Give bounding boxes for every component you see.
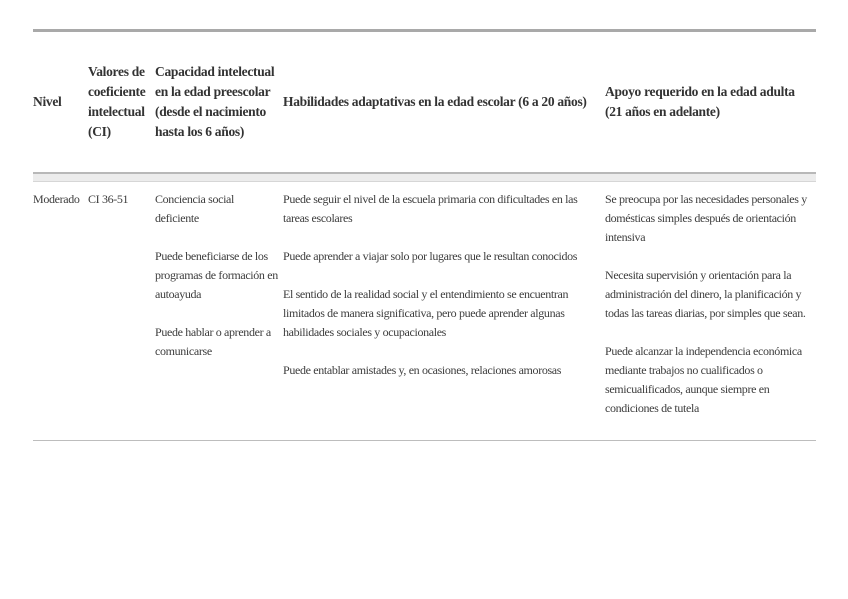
header-preescolar: Capacidad intelectual en la edad preescolar (desde el nacimiento hasta los 6 años) — [155, 64, 275, 139]
cell-nivel: Moderado — [33, 192, 80, 206]
preescolar-item: Puede hablar o aprender a comunicarse — [155, 325, 271, 358]
cell-ci: CI 36-51 — [88, 192, 129, 206]
cell-adulta — [605, 182, 816, 441]
header-separator — [33, 173, 816, 182]
header-adulta: Apoyo requerido en la edad adulta (21 años en adelante) — [605, 84, 795, 119]
header-nivel: Nivel — [33, 94, 62, 109]
preescolar-item: Puede beneficiarse de los programas de formación en autoayuda — [155, 249, 278, 301]
table-bottom-rule — [33, 441, 816, 472]
preescolar-item: Conciencia social deficiente — [155, 192, 235, 225]
adulta-item: Necesita supervisión y orientación para la administración del dinero, la planificación y todas las tareas diarias, por simples que sean. — [605, 268, 806, 320]
cell-escolar — [283, 182, 605, 441]
table-row — [33, 182, 816, 441]
header-escolar: Habilidades adaptativas en la edad escolar (6 a 20 años) — [283, 94, 587, 109]
adulta-item: Se preocupa por las necesidades personales y domésticas simples después de orientación intensiva — [605, 192, 807, 244]
escolar-item: El sentido de la realidad social y el entendimiento se encuentran limitados de manera significativa, pero puede aprender algunas habilidades sociales y ocupacionales — [283, 287, 569, 339]
escolar-item: Puede aprender a viajar solo por lugares que le resultan conocidos — [283, 249, 578, 263]
cell-preescolar — [155, 182, 283, 441]
escolar-item: Puede entablar amistades y, en ocasiones, relaciones amorosas — [283, 363, 562, 377]
data-table — [33, 32, 816, 471]
adulta-item: Puede alcanzar la independencia económica mediante trabajos no cualificados o semicualificados, aunque siempre en condiciones de tutela — [605, 344, 802, 415]
escolar-item: Puede seguir el nivel de la escuela primaria con dificultades en las tareas escolares — [283, 192, 578, 225]
header-row — [33, 32, 816, 173]
intellectual-disability-table — [33, 29, 816, 471]
header-ci: Valores de coeficiente intelectual (CI) — [88, 64, 146, 139]
table-header — [33, 32, 816, 173]
